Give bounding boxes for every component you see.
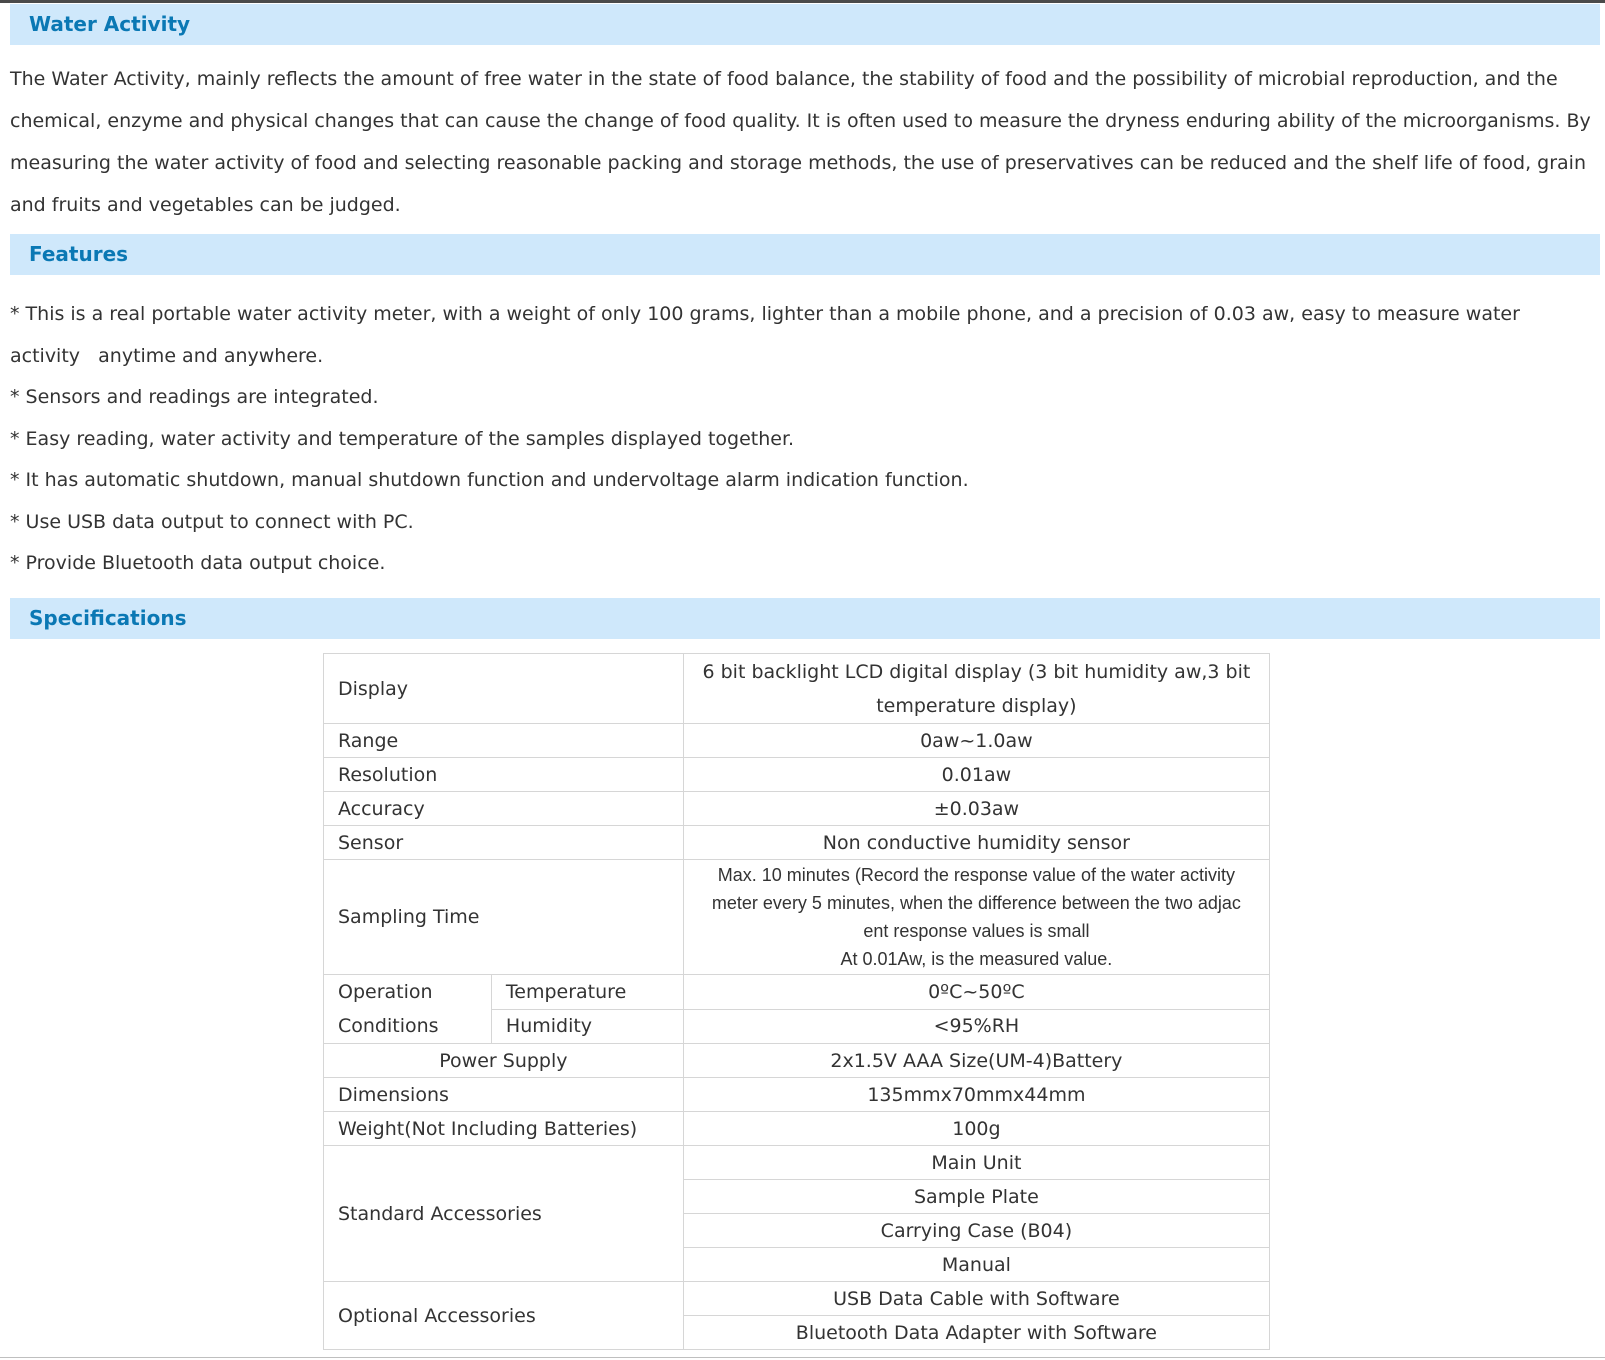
spec-label-resolution: Resolution xyxy=(324,758,684,792)
spec-label-operation-conditions: Operation Conditions xyxy=(324,975,492,1044)
spec-label-dimensions: Dimensions xyxy=(324,1078,684,1112)
table-row xyxy=(324,1078,1270,1112)
spec-value-standard-accessory: Manual xyxy=(683,1248,1269,1282)
specifications-table xyxy=(323,653,1270,1350)
table-row xyxy=(324,1282,1270,1316)
sampling-time-line-2: At 0.01Aw, is the measured value. xyxy=(840,949,1113,969)
spec-label-weight: Weight(Not Including Batteries) xyxy=(324,1112,684,1146)
feature-item-portable: * This is a real portable water activity meter, with a weight of only 100 grams, lighter than a mobile phone, and a precision of 0.03 aw, easy to measure water activity anytime and anywhere. xyxy=(10,303,1520,367)
bottom-divider xyxy=(0,1357,1605,1358)
features-header xyxy=(10,234,1600,275)
spec-value-power-supply: 2x1.5V AAA Size(UM-4)Battery xyxy=(683,1044,1269,1078)
feature-item-shutdown: * It has automatic shutdown, manual shutdown function and undervoltage alarm indication function. xyxy=(10,469,969,491)
feature-item-easy-reading: * Easy reading, water activity and temperature of the samples displayed together. xyxy=(10,427,795,450)
spec-value-sampling-time xyxy=(683,860,1269,975)
spec-value-dimensions: 135mmx70mmx44mm xyxy=(683,1078,1269,1112)
table-row xyxy=(324,654,1270,724)
sampling-time-line-1: Max. 10 minutes (Record the response value of the water activity meter every 5 minutes, when the difference between the two adjac ent response values is small xyxy=(711,865,1241,941)
feature-item-usb: * Use USB data output to connect with PC. xyxy=(10,510,414,533)
spec-value-weight: 100g xyxy=(683,1112,1269,1146)
spec-value-standard-accessory: Main Unit xyxy=(683,1146,1269,1180)
spec-value-optional-accessory: Bluetooth Data Adapter with Software xyxy=(683,1316,1269,1350)
spec-value-standard-accessory: Carrying Case (B04) xyxy=(683,1214,1269,1248)
spec-value-sensor: Non conductive humidity sensor xyxy=(683,826,1269,860)
spec-value-display: 6 bit backlight LCD digital display (3 bit humidity aw,3 bit temperature display) xyxy=(683,654,1269,724)
features-list xyxy=(10,294,1600,585)
spec-label-power-supply: Power Supply xyxy=(324,1044,684,1078)
table-row xyxy=(324,1146,1270,1180)
table-row xyxy=(324,1112,1270,1146)
spec-value-resolution: 0.01aw xyxy=(683,758,1269,792)
features-title: Features xyxy=(29,242,129,266)
spec-label-sensor: Sensor xyxy=(324,826,684,860)
specifications-header xyxy=(10,598,1600,639)
spec-label-standard-accessories: Standard Accessories xyxy=(324,1146,684,1282)
spec-sublabel-temperature: Temperature xyxy=(491,975,683,1010)
spec-label-accuracy: Accuracy xyxy=(324,792,684,826)
table-row xyxy=(324,1044,1270,1078)
spec-label-optional-accessories: Optional Accessories xyxy=(324,1282,684,1350)
water-activity-header xyxy=(10,4,1600,45)
spec-label-range: Range xyxy=(324,724,684,758)
table-row xyxy=(324,758,1270,792)
water-activity-paragraph: The Water Activity, mainly reflects the amount of free water in the state of food balance, the stability of food and the possibility of microbial reproduction, and the chemical, enzyme and physical changes that can cause the change of food quality. It is often used to measure the dryness enduring ability of the microorganisms. By measuring the water activity of food and selecting reasonable packing and storage methods, the use of preservatives can be reduced and the shelf life of food, grain and fruits and vegetables can be judged. xyxy=(10,68,1591,216)
spec-value-temperature: 0ºC~50ºC xyxy=(683,975,1269,1010)
spec-label-sampling-time: Sampling Time xyxy=(324,860,684,975)
spec-value-optional-accessory: USB Data Cable with Software xyxy=(683,1282,1269,1316)
spec-value-humidity: <95%RH xyxy=(683,1009,1269,1044)
spec-label-display: Display xyxy=(324,654,684,724)
feature-item-bluetooth: * Provide Bluetooth data output choice. xyxy=(10,552,386,574)
spec-value-accuracy: ±0.03aw xyxy=(683,792,1269,826)
specifications-title: Specifications xyxy=(29,606,187,630)
table-row xyxy=(324,975,1270,1010)
top-divider xyxy=(0,0,1605,3)
spec-value-range: 0aw~1.0aw xyxy=(683,724,1269,758)
water-activity-title: Water Activity xyxy=(29,12,191,36)
table-row xyxy=(324,724,1270,758)
table-row xyxy=(324,826,1270,860)
feature-item-sensors: * Sensors and readings are integrated. xyxy=(10,386,379,408)
table-row xyxy=(324,860,1270,975)
table-row xyxy=(324,792,1270,826)
spec-sublabel-humidity: Humidity xyxy=(491,1009,683,1044)
spec-value-standard-accessory: Sample Plate xyxy=(683,1180,1269,1214)
